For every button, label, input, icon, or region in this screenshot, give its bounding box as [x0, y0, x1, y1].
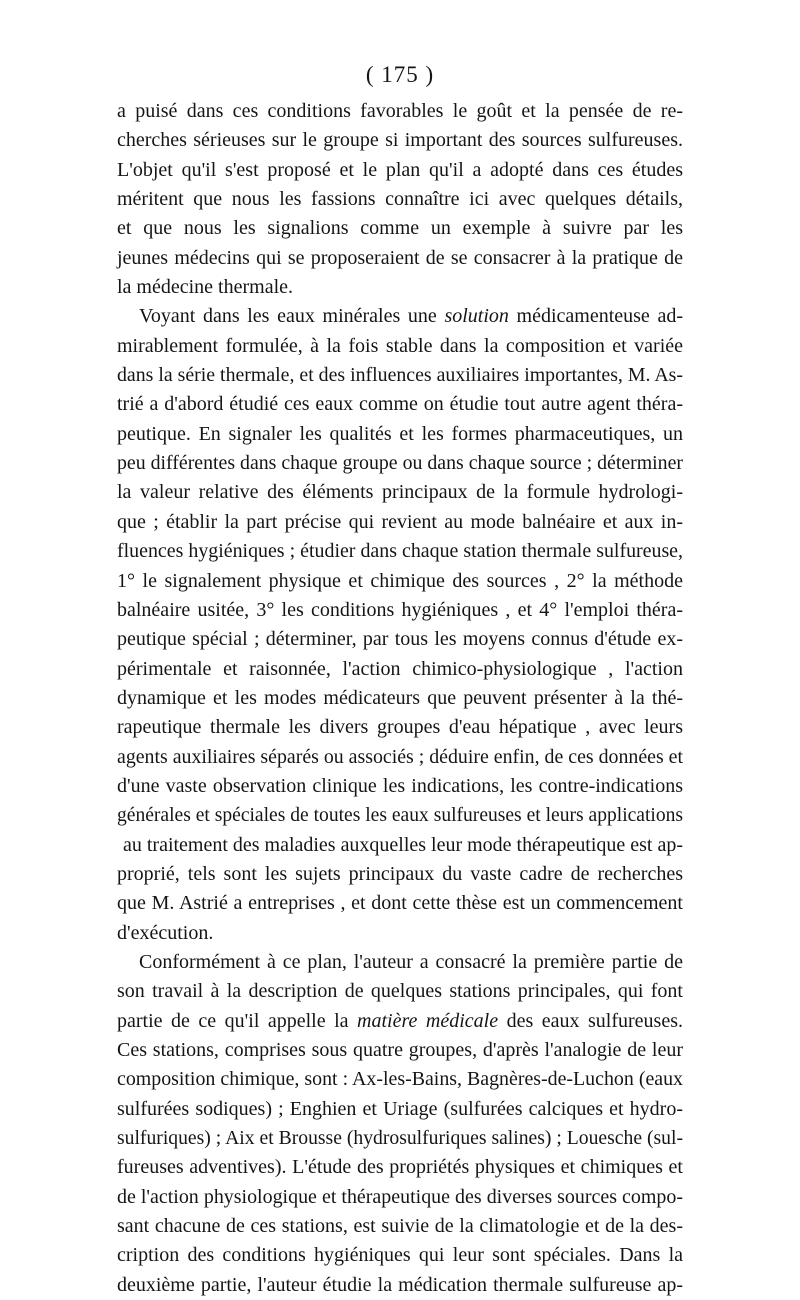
text-line: a puisé dans ces conditions favorables le goût et la pensée de re- — [117, 100, 683, 122]
text-line: sulfurées sodiques) ; Enghien et Uriage (sulfurées calciques et hydro- — [117, 1097, 683, 1120]
text-segment: Voyant dans les eaux minérales une — [139, 305, 445, 328]
text-line: dynamique et les modes médicateurs que peuvent présenter à la thé- — [117, 686, 683, 709]
text-line: 1° le signalement physique et chimique des sources , 2° la méthode — [117, 569, 683, 592]
text-line: périmentale et raisonnée, l'action chimico-physiologique , l'action — [117, 657, 683, 680]
text-line: agents auxiliaires séparés ou associés ; déduire enfin, de ces données et — [117, 745, 683, 768]
text-line: fluences hygiéniques ; étudier dans chaque station thermale sulfureuse, — [117, 540, 683, 563]
text-line: proprié, tels sont les sujets principaux du vaste cadre de recherches — [117, 862, 683, 885]
text-line: jeunes médecins qui se proposeraient de se consacrer à la pratique de — [117, 246, 683, 269]
text-line: balnéaire usitée, 3° les conditions hygiéniques , et 4° l'emploi théra- — [117, 598, 683, 621]
text-line: trié a d'abord étudié ces eaux comme on étudie tout autre agent théra- — [117, 393, 683, 416]
text-line — [117, 302, 683, 331]
text-line: la valeur relative des éléments principaux de la formule hydrologi- — [117, 481, 683, 504]
text-line: de l'action physiologique et thérapeutique des diverses sources compo- — [117, 1185, 683, 1208]
text-line: peu différentes dans chaque groupe ou dans chaque source ; déterminer — [117, 452, 683, 475]
text-line: méritent que nous les fassions connaître ici avec quelques détails, — [117, 188, 683, 211]
text-line: la médecine thermale. — [117, 276, 294, 299]
text-line: L'objet qu'il s'est proposé et le plan qu'il a adopté dans ces études — [117, 158, 683, 181]
text-segment: des eaux sulfureuses. — [498, 1009, 683, 1032]
text-segment: partie de ce qu'il appelle la — [117, 1009, 358, 1032]
text-line: fureuses adventives). L'étude des propriétés physiques et chimiques et — [117, 1156, 683, 1179]
text-line: au traitement des maladies auxquelles leur mode thérapeutique est ap- — [123, 833, 683, 856]
text-line: que ; établir la part précise qui revient au mode balnéaire et aux in- — [117, 510, 683, 533]
text-line: peutique spécial ; déterminer, par tous les moyens connus d'étude ex- — [117, 628, 683, 651]
text-line: d'exécution. — [117, 921, 214, 944]
text-line: générales et spéciales de toutes les eaux sulfureuses et leurs applications — [117, 805, 683, 827]
text-line: cherches sérieuses sur le groupe si important des sources sulfureuses. — [117, 129, 683, 152]
text-line: son travail à la description de quelques stations principales, qui font — [117, 980, 683, 1003]
body-text — [117, 97, 683, 1300]
text-line: deuxième partie, l'auteur étudie la médication thermale sulfureuse ap- — [117, 1273, 683, 1296]
italic-term: solution — [444, 305, 509, 328]
text-line: sant chacune de ces stations, est suivie de la climatologie et de la des- — [117, 1215, 683, 1238]
text-line: rapeutique thermale les divers groupes d'eau hépatique , avec leurs — [117, 716, 683, 739]
italic-term: matière médicale — [357, 1009, 499, 1032]
text-line: composition chimique, sont : Ax-les-Bains, Bagnères-de-Luchon (eaux — [117, 1068, 683, 1091]
text-line: dans la série thermale, et des influences auxiliaires importantes, M. As- — [117, 364, 683, 387]
text-line: sulfuriques) ; Aix et Brousse (hydrosulfuriques salines) ; Louesche (sul- — [117, 1127, 683, 1150]
text-line: d'une vaste observation clinique les indications, les contre-indications — [117, 774, 683, 797]
text-line: Ces stations, comprises sous quatre groupes, d'après l'analogie de leur — [117, 1039, 683, 1061]
text-line: et que nous les signalions comme un exemple à suivre par les — [117, 217, 683, 240]
text-line — [117, 1007, 683, 1036]
text-line: que M. Astrié a entreprises , et dont cette thèse est un commencement — [117, 892, 683, 915]
text-line: cription des conditions hygiéniques qui leur sont spéciales. Dans la — [117, 1244, 683, 1267]
text-segment: médicamenteuse ad- — [508, 305, 683, 328]
page-number: ( 175 ) — [365, 62, 435, 87]
text-line: Conformément à ce plan, l'auteur a consacré la première partie de — [139, 950, 683, 973]
text-line: peutique. En signaler les qualités et les formes pharmaceutiques, un — [117, 422, 683, 445]
text-line: mirablement formulée, à la fois stable dans la composition et variée — [117, 334, 683, 357]
